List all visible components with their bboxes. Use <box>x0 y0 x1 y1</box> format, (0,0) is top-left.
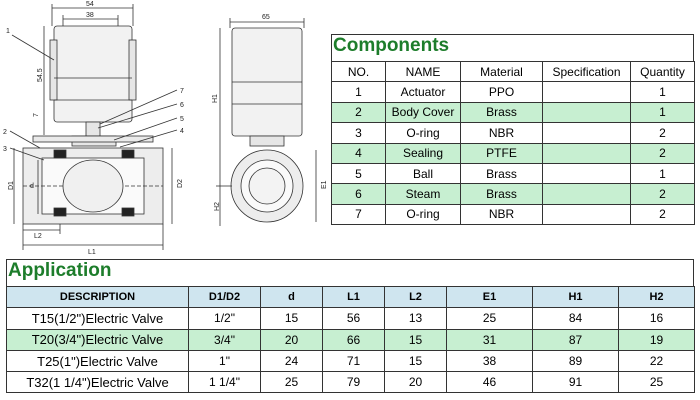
components-header-material: Material <box>461 62 543 82</box>
dim-l1-label: L1 <box>88 249 96 256</box>
table-cell: Steam <box>386 184 461 204</box>
table-cell: Body Cover <box>386 102 461 122</box>
dim-l2-label: L2 <box>34 233 42 240</box>
callout-5: 5 <box>180 116 184 123</box>
table-row <box>7 372 695 393</box>
table-cell: 20 <box>385 372 447 393</box>
table-cell: 1 <box>332 82 386 102</box>
dim-54-label: 54 <box>86 1 94 8</box>
table-cell: 1/2" <box>189 308 261 329</box>
table-row <box>332 123 695 143</box>
table-cell <box>543 163 631 183</box>
table-cell: PTFE <box>461 143 543 163</box>
table-cell: 89 <box>533 350 619 371</box>
components-header-no: NO. <box>332 62 386 82</box>
table-cell: 84 <box>533 308 619 329</box>
components-header-specification: Specification <box>543 62 631 82</box>
table-cell: 31 <box>447 329 533 350</box>
table-cell: 20 <box>261 329 323 350</box>
table-cell: 2 <box>631 143 695 163</box>
table-cell: 66 <box>323 329 385 350</box>
table-cell: PPO <box>461 82 543 102</box>
valve-front-view-drawing <box>212 0 332 258</box>
table-row <box>7 329 695 350</box>
table-cell: 1 <box>631 82 695 102</box>
dim-d1-label: D1 <box>8 181 15 190</box>
components-title: Components <box>333 35 450 56</box>
table-cell: 6 <box>332 184 386 204</box>
table-cell: T32(1 1/4")Electric Valve <box>7 372 189 393</box>
table-cell: 25 <box>447 308 533 329</box>
table-cell: T25(1")Electric Valve <box>7 350 189 371</box>
table-cell: Brass <box>461 184 543 204</box>
dim-7-label: 7 <box>33 113 40 117</box>
table-cell <box>543 184 631 204</box>
application-header-description: DESCRIPTION <box>7 287 189 308</box>
application-header-d: d <box>261 287 323 308</box>
table-cell <box>543 102 631 122</box>
application-header-e1: E1 <box>447 287 533 308</box>
components-header-name: NAME <box>386 62 461 82</box>
callout-2: 2 <box>3 129 7 136</box>
table-cell: 71 <box>323 350 385 371</box>
application-header-l2: L2 <box>385 287 447 308</box>
table-cell: 2 <box>631 123 695 143</box>
table-cell <box>543 143 631 163</box>
table-cell: Brass <box>461 163 543 183</box>
application-table <box>6 286 695 393</box>
dim-d-label: d <box>30 183 34 190</box>
table-cell: 4 <box>332 143 386 163</box>
table-cell: 2 <box>631 184 695 204</box>
table-cell: 2 <box>332 102 386 122</box>
table-cell: 25 <box>619 372 695 393</box>
dim-d2-label: D2 <box>177 179 184 188</box>
dim-38-label: 38 <box>86 12 94 19</box>
callout-1: 1 <box>6 28 10 35</box>
dim-54-5-label: 54.5 <box>37 68 44 82</box>
components-table <box>331 61 695 225</box>
dim-h2-label: H2 <box>214 202 221 211</box>
table-cell: 16 <box>619 308 695 329</box>
table-cell: NBR <box>461 204 543 224</box>
components-header-quantity: Quantity <box>631 62 695 82</box>
application-title: Application <box>8 260 112 281</box>
table-cell: 25 <box>261 372 323 393</box>
valve-side-view-drawing <box>0 0 212 258</box>
table-cell: 19 <box>619 329 695 350</box>
table-cell: 22 <box>619 350 695 371</box>
callout-4: 4 <box>180 128 184 135</box>
table-cell: 3 <box>332 123 386 143</box>
table-row <box>332 204 695 224</box>
application-header-h1: H1 <box>533 287 619 308</box>
table-row <box>7 350 695 371</box>
table-cell <box>543 82 631 102</box>
table-cell: O-ring <box>386 123 461 143</box>
callout-7: 7 <box>180 88 184 95</box>
application-header-row <box>7 287 695 308</box>
table-cell: 1 1/4" <box>189 372 261 393</box>
table-cell: 2 <box>631 204 695 224</box>
components-header-row <box>332 62 695 82</box>
table-cell: 56 <box>323 308 385 329</box>
table-cell: T15(1/2")Electric Valve <box>7 308 189 329</box>
table-row <box>332 143 695 163</box>
table-cell: Brass <box>461 102 543 122</box>
table-cell: 1 <box>631 163 695 183</box>
table-cell: 91 <box>533 372 619 393</box>
table-cell <box>543 204 631 224</box>
table-cell: 15 <box>385 350 447 371</box>
dim-e1-label: E1 <box>321 180 328 189</box>
application-header-l1: L1 <box>323 287 385 308</box>
application-header-h2: H2 <box>619 287 695 308</box>
dim-65-label: 65 <box>262 14 270 21</box>
table-cell: 1" <box>189 350 261 371</box>
table-cell: Actuator <box>386 82 461 102</box>
table-row <box>332 163 695 183</box>
table-cell: 24 <box>261 350 323 371</box>
table-cell: 13 <box>385 308 447 329</box>
callout-6: 6 <box>180 102 184 109</box>
table-cell: Sealing <box>386 143 461 163</box>
table-cell: 15 <box>385 329 447 350</box>
table-row <box>332 184 695 204</box>
table-cell: 7 <box>332 204 386 224</box>
table-cell: NBR <box>461 123 543 143</box>
table-cell <box>543 123 631 143</box>
dim-h1-label: H1 <box>212 94 219 103</box>
table-cell: 3/4" <box>189 329 261 350</box>
table-cell: 46 <box>447 372 533 393</box>
table-cell: 38 <box>447 350 533 371</box>
table-cell: O-ring <box>386 204 461 224</box>
table-cell: 5 <box>332 163 386 183</box>
callout-3: 3 <box>3 146 7 153</box>
table-cell: 15 <box>261 308 323 329</box>
table-row <box>332 82 695 102</box>
table-cell: T20(3/4")Electric Valve <box>7 329 189 350</box>
table-cell: 87 <box>533 329 619 350</box>
table-row <box>332 102 695 122</box>
table-row <box>7 308 695 329</box>
application-header-d1d2: D1/D2 <box>189 287 261 308</box>
table-cell: 1 <box>631 102 695 122</box>
table-cell: Ball <box>386 163 461 183</box>
table-cell: 79 <box>323 372 385 393</box>
